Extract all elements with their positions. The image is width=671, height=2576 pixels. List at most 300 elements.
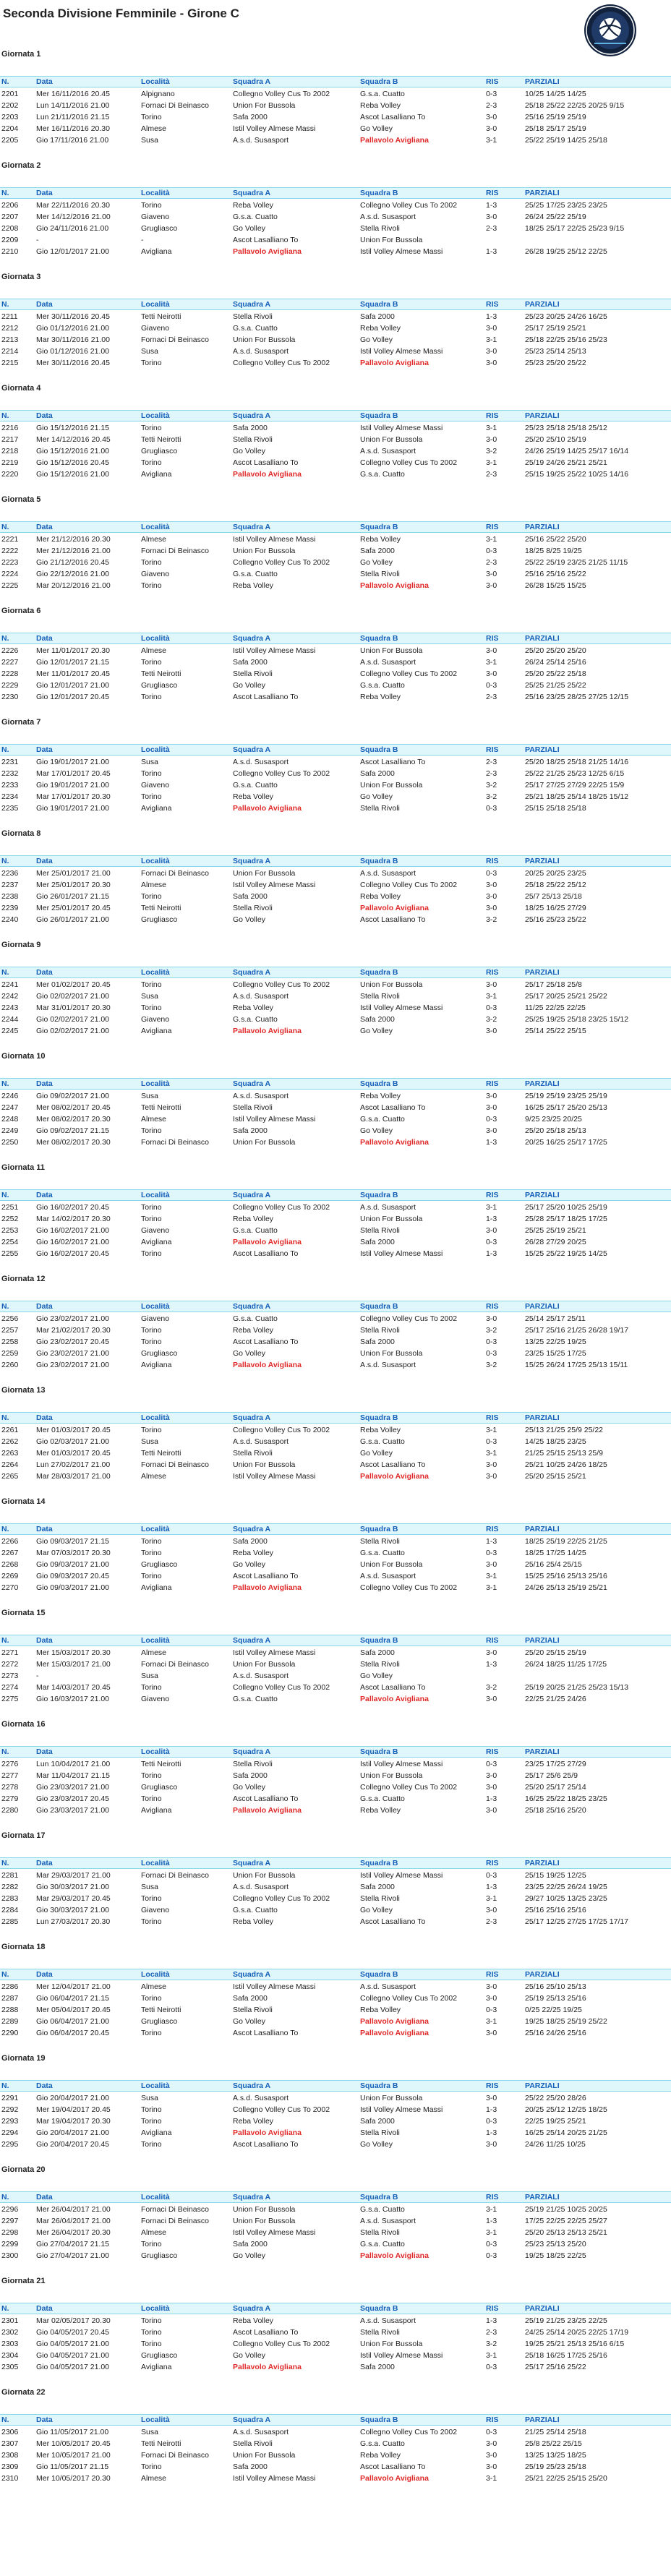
cell-number: 2222 xyxy=(1,547,19,555)
column-header-squadra-b: Squadra B xyxy=(360,634,398,643)
cell-team-b: Go Volley xyxy=(360,1027,393,1035)
cell-location: - xyxy=(141,236,144,244)
cell-location: Susa xyxy=(141,2094,158,2102)
cell-set-scores: 19/25 18/25 25/19 25/22 xyxy=(525,2017,607,2026)
cell-team-b: Collegno Volley Cus To 2002 xyxy=(360,1994,458,2003)
cell-team-b: Safa 2000 xyxy=(360,1338,395,1346)
cell-number: 2303 xyxy=(1,2340,19,2348)
cell-number: 2220 xyxy=(1,470,19,479)
cell-location: Almese xyxy=(141,2474,167,2483)
cell-date: Gio 16/02/2017 21.00 xyxy=(36,1226,110,1235)
cell-result: 1-3 xyxy=(486,312,497,321)
cell-team-b: A.s.d. Susasport xyxy=(360,2316,416,2325)
table-row xyxy=(0,1981,671,1993)
cell-set-scores: 25/18 25/16 25/20 xyxy=(525,1806,586,1815)
table-row xyxy=(0,1202,671,1213)
table-header xyxy=(0,1523,671,1535)
table-row xyxy=(0,1770,671,1781)
cell-set-scores: 25/20 25/15 25/19 xyxy=(525,1648,586,1657)
cell-location: Torino xyxy=(141,558,162,567)
column-header-localita: Località xyxy=(141,2304,170,2313)
cell-date: Gio 27/04/2017 21.15 xyxy=(36,2240,110,2248)
table-row xyxy=(0,88,671,100)
cell-number: 2232 xyxy=(1,769,19,778)
cell-result: 3-0 xyxy=(486,669,497,678)
cell-number: 2269 xyxy=(1,1572,19,1580)
giornata-block xyxy=(0,939,671,1050)
cell-date: Mar 30/11/2016 21.00 xyxy=(36,335,110,344)
cell-number: 2208 xyxy=(1,224,19,233)
cell-location: Susa xyxy=(141,1437,158,1446)
cell-team-a: Go Volley xyxy=(233,2017,265,2026)
cell-date: Gio 23/02/2017 21.00 xyxy=(36,1314,110,1323)
cell-team-a: Collegno Volley Cus To 2002 xyxy=(233,359,330,367)
cell-date: Gio 20/04/2017 20.45 xyxy=(36,2140,110,2149)
cell-result xyxy=(486,234,522,246)
cell-set-scores: 26/28 19/25 25/12 22/25 xyxy=(525,247,607,256)
table-row xyxy=(0,223,671,234)
cell-set-scores: 25/23 25/14 25/13 xyxy=(525,347,586,356)
cell-result: 0-3 xyxy=(486,1437,497,1446)
cell-set-scores: 25/17 25/6 25/9 xyxy=(525,1771,578,1780)
cell-number: 2267 xyxy=(1,1549,19,1557)
cell-date: Mar 20/12/2016 21.00 xyxy=(36,581,111,590)
cell-number: 2294 xyxy=(1,2128,19,2137)
column-header-data: Data xyxy=(36,189,53,197)
column-header-ris: RIS xyxy=(486,523,499,531)
cell-team-a: Istil Volley Almese Massi xyxy=(233,2228,316,2237)
cell-result: 3-0 xyxy=(486,1806,497,1815)
column-header-localita: Località xyxy=(141,1525,170,1533)
column-header-parziali: PARZIALI xyxy=(525,634,560,643)
column-header-data: Data xyxy=(36,1525,53,1533)
cell-set-scores: 9/25 23/25 20/25 xyxy=(525,1115,582,1124)
cell-result: 3-0 xyxy=(486,2140,497,2149)
column-header-n: N. xyxy=(1,745,9,754)
cell-location: Torino xyxy=(141,1894,162,1903)
giornata-block xyxy=(0,2275,671,2387)
cell-team-a: Stella Rivoli xyxy=(233,1760,273,1768)
cell-location: Torino xyxy=(141,1426,162,1434)
column-header-data: Data xyxy=(36,300,53,309)
table-row xyxy=(0,2250,671,2262)
cell-set-scores: 16/25 25/22 18/25 23/25 xyxy=(525,1794,607,1803)
cell-result: 3-1 xyxy=(486,1426,497,1434)
cell-number: 2235 xyxy=(1,804,19,813)
cell-set-scores: 24/25 25/14 20/25 22/25 17/19 xyxy=(525,2328,629,2337)
cell-location: Avigliana xyxy=(141,1361,172,1369)
column-header-localita: Località xyxy=(141,1859,170,1867)
cell-number: 2223 xyxy=(1,558,19,567)
column-header-localita: Località xyxy=(141,1079,170,1088)
cell-number: 2272 xyxy=(1,1660,19,1669)
column-header-squadra-a: Squadra A xyxy=(233,523,271,531)
cell-set-scores: 25/13 21/25 25/9 25/22 xyxy=(525,1426,604,1434)
cell-team-a: Union For Bussola xyxy=(233,547,296,555)
table-row xyxy=(0,357,671,369)
cell-result: 3-2 xyxy=(486,915,497,924)
cell-result: 1-3 xyxy=(486,247,497,256)
cell-team-b: A.s.d. Susasport xyxy=(360,1203,416,1212)
column-header-localita: Località xyxy=(141,634,170,643)
table-row xyxy=(0,1682,671,1693)
cell-set-scores: 23/25 17/25 27/29 xyxy=(525,1760,586,1768)
cell-date: Mer 19/04/2017 20.45 xyxy=(36,2105,111,2114)
table-row xyxy=(0,1225,671,1236)
cell-team-a: A.s.d. Susasport xyxy=(233,1437,289,1446)
table-row xyxy=(0,979,671,990)
table-row xyxy=(0,100,671,111)
cell-set-scores: 22/25 19/25 25/21 xyxy=(525,2117,586,2126)
column-header-data: Data xyxy=(36,1302,53,1311)
table-row xyxy=(0,1916,671,1927)
table-row xyxy=(0,779,671,791)
cell-number: 2260 xyxy=(1,1361,19,1369)
table-row xyxy=(0,2361,671,2373)
cell-location: Torino xyxy=(141,359,162,367)
cell-team-a: A.s.d. Susasport xyxy=(233,992,289,1001)
cell-team-a: G.s.a. Cuatto xyxy=(233,1695,278,1703)
column-header-data: Data xyxy=(36,634,53,643)
cell-date: Mar 14/03/2017 20.45 xyxy=(36,1683,111,1692)
column-header-ris: RIS xyxy=(486,77,499,86)
cell-date: Mer 26/04/2017 20.30 xyxy=(36,2228,111,2237)
cell-result: 3-0 xyxy=(486,1695,497,1703)
cell-number: 2306 xyxy=(1,2428,19,2436)
cell-date: Gio 04/05/2017 21.00 xyxy=(36,2351,110,2360)
cell-date: Gio 01/12/2016 21.00 xyxy=(36,347,110,356)
cell-result: 3-1 xyxy=(486,2474,497,2483)
cell-date: Mar 21/02/2017 20.30 xyxy=(36,1326,111,1335)
cell-result: 3-0 xyxy=(486,1994,497,2003)
cell-location: Torino xyxy=(141,980,162,989)
column-header-localita: Località xyxy=(141,857,170,865)
cell-location: Susa xyxy=(141,2428,158,2436)
column-header-ris: RIS xyxy=(486,1747,499,1756)
cell-result: 3-1 xyxy=(486,335,497,344)
cell-set-scores: 25/25 17/25 23/25 23/25 xyxy=(525,201,607,210)
cell-number: 2292 xyxy=(1,2105,19,2114)
cell-set-scores: 25/15 19/25 12/25 xyxy=(525,1871,586,1880)
cell-location: Torino xyxy=(141,113,162,121)
cell-date: Gio 17/11/2016 21.00 xyxy=(36,136,109,145)
cell-number: 2257 xyxy=(1,1326,19,1335)
cell-date: Mar 29/03/2017 20.45 xyxy=(36,1894,111,1903)
cell-date: Gio 15/12/2016 20.45 xyxy=(36,458,110,467)
column-header-n: N. xyxy=(1,634,9,643)
cell-set-scores: 25/20 25/10 25/19 xyxy=(525,435,586,444)
cell-location: Fornaci Di Beinasco xyxy=(141,2205,209,2214)
cell-result: 1-3 xyxy=(486,2316,497,2325)
cell-set-scores xyxy=(525,1670,670,1682)
cell-number: 2274 xyxy=(1,1683,19,1692)
table-row xyxy=(0,346,671,357)
cell-number: 2236 xyxy=(1,869,19,878)
table-row xyxy=(0,1471,671,1482)
cell-location: Grugliasco xyxy=(141,1560,178,1569)
cell-team-b: Pallavolo Avigliana xyxy=(360,1138,429,1147)
table-row xyxy=(0,1113,671,1125)
table-row xyxy=(0,457,671,468)
table-row xyxy=(0,1102,671,1113)
table-row xyxy=(0,1893,671,1904)
cell-team-b: Stella Rivoli xyxy=(360,224,400,233)
cell-team-b: G.s.a. Cuatto xyxy=(360,1437,405,1446)
cell-date: Mer 16/11/2016 20.30 xyxy=(36,124,110,133)
cell-date: Mer 10/05/2017 20.30 xyxy=(36,2474,111,2483)
column-header-parziali: PARZIALI xyxy=(525,77,560,86)
column-header-squadra-a: Squadra A xyxy=(233,411,271,420)
cell-set-scores: 25/16 25/22 25/20 xyxy=(525,535,586,544)
column-header-squadra-b: Squadra B xyxy=(360,745,398,754)
cell-team-b: Collegno Volley Cus To 2002 xyxy=(360,458,458,467)
cell-number: 2283 xyxy=(1,1894,19,1903)
cell-team-a: Ascot Lasalliano To xyxy=(233,693,299,701)
cell-result: 0-3 xyxy=(486,1004,497,1012)
cell-number: 2300 xyxy=(1,2251,19,2260)
giornata-label: Giornata 12 xyxy=(1,1275,46,1283)
table-row xyxy=(0,2227,671,2238)
cell-date: Mer 14/12/2016 21.00 xyxy=(36,213,111,221)
column-header-parziali: PARZIALI xyxy=(525,1747,560,1756)
cell-result: 3-1 xyxy=(486,2017,497,2026)
cell-team-b: Collegno Volley Cus To 2002 xyxy=(360,201,458,210)
cell-date: - xyxy=(36,236,39,244)
cell-result: 3-0 xyxy=(486,892,497,901)
cell-result: 3-0 xyxy=(486,113,497,121)
cell-team-a: Safa 2000 xyxy=(233,2462,268,2471)
cell-set-scores: 25/20 25/17 25/14 xyxy=(525,1783,586,1792)
cell-team-a: Ascot Lasalliano To xyxy=(233,2328,299,2337)
cell-location: Susa xyxy=(141,347,158,356)
cell-team-a: Safa 2000 xyxy=(233,424,268,432)
cell-location: Tetti Neirotti xyxy=(141,435,181,444)
cell-set-scores: 25/20 25/22 25/18 xyxy=(525,669,586,678)
column-header-parziali: PARZIALI xyxy=(525,1859,560,1867)
column-header-squadra-a: Squadra A xyxy=(233,1302,271,1311)
cell-team-b: Union For Bussola xyxy=(360,781,423,790)
giornata-label: Giornata 11 xyxy=(1,1163,45,1172)
cell-date: Mar 28/03/2017 21.00 xyxy=(36,1472,111,1481)
cell-number: 2293 xyxy=(1,2117,19,2126)
cell-team-b: Safa 2000 xyxy=(360,1883,395,1891)
cell-set-scores: 13/25 13/25 18/25 xyxy=(525,2451,586,2460)
match-table xyxy=(0,534,671,591)
cell-location: Avigliana xyxy=(141,1583,172,1592)
cell-result: 1-3 xyxy=(486,1215,497,1223)
cell-set-scores: 25/22 25/19 14/25 25/18 xyxy=(525,136,607,145)
cell-team-a: Ascot Lasalliano To xyxy=(233,2140,299,2149)
cell-set-scores: 15/25 25/16 25/13 25/16 xyxy=(525,1572,607,1580)
cell-location: Fornaci Di Beinasco xyxy=(141,1871,209,1880)
cell-result: 3-0 xyxy=(486,1126,497,1135)
cell-number: 2217 xyxy=(1,435,19,444)
cell-date: Mer 05/04/2017 20.45 xyxy=(36,2006,111,2014)
cell-set-scores: 25/17 25/16 21/25 26/28 19/17 xyxy=(525,1326,629,1335)
cell-set-scores: 25/20 25/18 25/13 xyxy=(525,1126,586,1135)
cell-date: Mer 01/02/2017 20.45 xyxy=(36,980,111,989)
table-row xyxy=(0,234,671,246)
cell-team-a: A.s.d. Susasport xyxy=(233,136,289,145)
table-row xyxy=(0,803,671,814)
cell-team-b: Ascot Lasalliano To xyxy=(360,1103,426,1112)
table-row xyxy=(0,1348,671,1359)
cell-result: 0-3 xyxy=(486,2006,497,2014)
table-row xyxy=(0,580,671,591)
cell-result: 3-0 xyxy=(486,359,497,367)
cell-team-b: Ascot Lasalliano To xyxy=(360,1917,426,1926)
cell-number: 2230 xyxy=(1,693,19,701)
column-header-ris: RIS xyxy=(486,1413,499,1422)
cell-number: 2202 xyxy=(1,101,19,110)
giornata-label: Giornata 16 xyxy=(1,1720,46,1729)
column-header-ris: RIS xyxy=(486,745,499,754)
cell-date: Mer 21/12/2016 20.30 xyxy=(36,535,111,544)
cell-team-b: Safa 2000 xyxy=(360,547,395,555)
cell-team-b: Reba Volley xyxy=(360,2451,401,2460)
giornata-block xyxy=(0,271,671,382)
cell-number: 2288 xyxy=(1,2006,19,2014)
cell-set-scores: 25/19 24/26 25/21 25/21 xyxy=(525,458,607,467)
cell-location: Torino xyxy=(141,769,162,778)
cell-set-scores: 16/25 25/14 20/25 21/25 xyxy=(525,2128,607,2137)
column-header-squadra-b: Squadra B xyxy=(360,1636,398,1645)
cell-date: Gio 11/05/2017 21.00 xyxy=(36,2428,109,2436)
cell-result: 3-0 xyxy=(486,2094,497,2102)
table-row xyxy=(0,2426,671,2438)
cell-team-a: Istil Volley Almese Massi xyxy=(233,124,316,133)
cell-result: 3-2 xyxy=(486,2340,497,2348)
cell-team-a: Pallavolo Avigliana xyxy=(233,2128,302,2137)
cell-location: Avigliana xyxy=(141,2363,172,2371)
column-header-data: Data xyxy=(36,1636,53,1645)
table-header xyxy=(0,187,671,199)
cell-result: 2-3 xyxy=(486,470,497,479)
column-header-squadra-a: Squadra A xyxy=(233,1859,271,1867)
cell-date: Gio 04/05/2017 20.45 xyxy=(36,2328,110,2337)
cell-set-scores: 16/25 25/17 25/20 25/13 xyxy=(525,1103,607,1112)
cell-location: Tetti Neirotti xyxy=(141,1103,181,1112)
match-table xyxy=(0,1313,671,1371)
cell-number: 2234 xyxy=(1,792,19,801)
cell-location: Torino xyxy=(141,792,162,801)
cell-result: 0-3 xyxy=(486,2363,497,2371)
cell-set-scores: 25/17 20/25 25/21 25/22 xyxy=(525,992,607,1001)
cell-number: 2243 xyxy=(1,1004,19,1012)
cell-location: Torino xyxy=(141,2117,162,2126)
cell-team-a: A.s.d. Susasport xyxy=(233,347,289,356)
cell-location: Fornaci Di Beinasco xyxy=(141,101,209,110)
column-header-squadra-a: Squadra A xyxy=(233,1636,271,1645)
cell-team-b: Safa 2000 xyxy=(360,1015,395,1024)
cell-date: Mar 14/02/2017 20.30 xyxy=(36,1215,111,1223)
cell-result: 3-0 xyxy=(486,1648,497,1657)
cell-team-a: Reba Volley xyxy=(233,201,274,210)
cell-team-b: A.s.d. Susasport xyxy=(360,658,416,667)
cell-team-a: Union For Bussola xyxy=(233,1138,296,1147)
cell-result: 1-3 xyxy=(486,1794,497,1803)
cell-team-b: Ascot Lasalliano To xyxy=(360,113,426,121)
cell-result: 1-3 xyxy=(486,1883,497,1891)
cell-number: 2219 xyxy=(1,458,19,467)
cell-team-a: Safa 2000 xyxy=(233,658,268,667)
column-header-ris: RIS xyxy=(486,1525,499,1533)
table-row xyxy=(0,2127,671,2139)
table-row xyxy=(0,1670,671,1682)
cell-team-b: Stella Rivoli xyxy=(360,1894,400,1903)
cell-result: 3-1 xyxy=(486,136,497,145)
cell-number: 2249 xyxy=(1,1126,19,1135)
cell-team-a: Stella Rivoli xyxy=(233,2439,273,2448)
cell-result: 3-0 xyxy=(486,213,497,221)
table-row xyxy=(0,768,671,779)
cell-team-a: Stella Rivoli xyxy=(233,312,273,321)
table-row xyxy=(0,1805,671,1816)
cell-team-b: Union For Bussola xyxy=(360,2094,423,2102)
cell-team-b: Istil Volley Almese Massi xyxy=(360,424,443,432)
column-header-squadra-a: Squadra A xyxy=(233,1191,271,1199)
cell-set-scores: 25/16 25/10 25/13 xyxy=(525,1982,586,1991)
column-header-n: N. xyxy=(1,1413,9,1422)
cell-team-b: Reba Volley xyxy=(360,693,401,701)
cell-result: 2-3 xyxy=(486,558,497,567)
cell-result: 3-0 xyxy=(486,1460,497,1469)
cell-number: 2273 xyxy=(1,1672,19,1680)
cell-team-b: A.s.d. Susasport xyxy=(360,869,416,878)
cell-set-scores: 25/18 16/25 17/25 25/16 xyxy=(525,2351,607,2360)
cell-number: 2281 xyxy=(1,1871,19,1880)
cell-team-b: Collegno Volley Cus To 2002 xyxy=(360,1783,458,1792)
table-row xyxy=(0,111,671,123)
cell-team-a: Reba Volley xyxy=(233,1326,274,1335)
cell-date: Gio 12/01/2017 21.00 xyxy=(36,681,110,690)
cell-team-b: Ascot Lasalliano To xyxy=(360,1683,426,1692)
cell-result: 0-3 xyxy=(486,2240,497,2248)
giornata-label: Giornata 22 xyxy=(1,2388,46,2397)
cell-date: Gio 16/02/2017 20.45 xyxy=(36,1203,110,1212)
cell-result: 0-3 xyxy=(486,547,497,555)
cell-number: 2205 xyxy=(1,136,19,145)
column-header-ris: RIS xyxy=(486,411,499,420)
cell-team-a: G.s.a. Cuatto xyxy=(233,781,278,790)
cell-team-a: Safa 2000 xyxy=(233,1994,268,2003)
table-header xyxy=(0,1078,671,1090)
cell-date: Gio 06/04/2017 21.15 xyxy=(36,1994,110,2003)
cell-team-b: Stella Rivoli xyxy=(360,1226,400,1235)
table-header xyxy=(0,1746,671,1758)
cell-team-a: Safa 2000 xyxy=(233,892,268,901)
cell-team-a: Pallavolo Avigliana xyxy=(233,1583,302,1592)
cell-number: 2310 xyxy=(1,2474,19,2483)
cell-team-b: Union For Bussola xyxy=(360,2340,423,2348)
cell-team-b: Reba Volley xyxy=(360,1092,401,1100)
table-row xyxy=(0,422,671,434)
cell-result: 3-1 xyxy=(486,458,497,467)
cell-team-a: Pallavolo Avigliana xyxy=(233,804,302,813)
giornata-block xyxy=(0,2053,671,2164)
cell-result: 3-0 xyxy=(486,1027,497,1035)
cell-number: 2248 xyxy=(1,1115,19,1124)
cell-location: Torino xyxy=(141,1126,162,1135)
cell-location: Torino xyxy=(141,2240,162,2248)
cell-set-scores: 25/19 25/19 23/25 25/19 xyxy=(525,1092,607,1100)
cell-team-a: Union For Bussola xyxy=(233,1460,296,1469)
cell-set-scores: 25/21 18/25 25/14 18/25 15/12 xyxy=(525,792,629,801)
column-header-localita: Località xyxy=(141,1302,170,1311)
cell-number: 2276 xyxy=(1,1760,19,1768)
cell-date: Gio 12/01/2017 21.00 xyxy=(36,247,110,256)
cell-team-b: Istil Volley Almese Massi xyxy=(360,1871,443,1880)
